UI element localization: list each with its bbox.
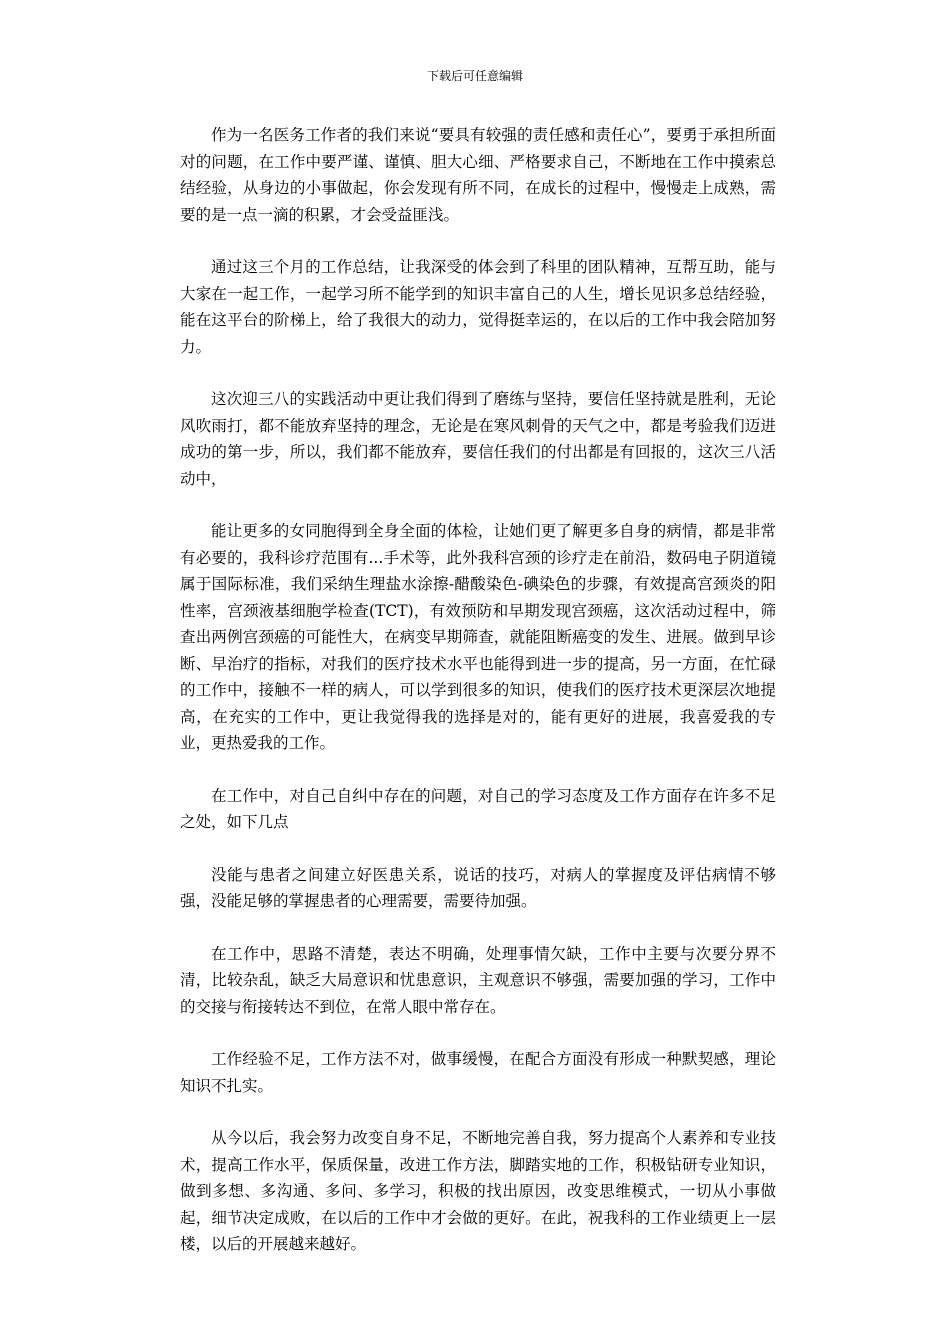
paragraph-6: 没能与患者之间建立好医患关系，说话的技巧，对病人的掌握度及评估病情不够强，没能足够的掌握患者的心理需要，需要待加强。 bbox=[180, 865, 776, 910]
document-body bbox=[180, 122, 776, 1284]
paragraph-1: 作为一名医务工作者的我们来说“要具有较强的责任感和责任心”，要勇于承担所面对的问题，在工作中要严谨、谨慎、胆大心细、严格要求自己，不断地在工作中摸索总结经验，从身边的小事做起，你会发现有所不同，在成长的过程中，慢慢走上成熟，需要的是一点一滴的积累，才会受益匪浅。 bbox=[180, 126, 776, 224]
paragraph-8: 工作经验不足，工作方法不对，做事缓慢，在配合方面没有形成一种默契感，理论知识不扎实。 bbox=[180, 1050, 776, 1095]
paragraph-9: 从今以后，我会努力改变自身不足，不断地完善自我，努力提高个人素养和专业技术，提高工作水平，保质保量，改进工作方法，脚踏实地的工作，积极钻研专业知识，做到多想、多沟通、多问、多学习，积极的找出原因，改变思维模式，一切从小事做起，细节决定成败，在以后的工作中才会做的更好。在此，祝我科的工作业绩更上一层楼，以后的开展越来越好。 bbox=[180, 1129, 776, 1253]
paragraph-4: 能让更多的女同胞得到全身全面的体检，让她们更了解更多自身的病情，都是非常有必要的，我科诊疗范围有...手术等，此外我科宫颈的诊疗走在前沿，数码电子阴道镜属于国际标准，我们采纳生理盐水涂擦-醋酸染色-碘染色的步骤，有效提高宫颈炎的阳性率，宫颈液基细胞学检查(TCT)，有效预防和早期发现宫颈癌，这次活动过程中，筛查出两例宫颈癌的可能性大，在病变早期筛查，就能阻断癌变的发生、进展。做到早诊断、早治疗的指标，对我们的医疗技术水平也能得到进一步的提高，另一方面，在忙碌的工作中，接触不一样的病人，可以学到很多的知识，使我们的医疗技术更深层次地提高，在充实的工作中，更让我觉得我的选择是对的，能有更好的进展，我喜爱我的专业，更热爱我的工作。 bbox=[180, 522, 776, 752]
paragraph-7: 在工作中，思路不清楚，表达不明确，处理事情欠缺，工作中主要与次要分界不清，比较杂乱，缺乏大局意识和忧患意识，主观意识不够强，需要加强的学习，工作中的交接与衔接转达不到位，在常人眼中常存在。 bbox=[180, 944, 776, 1016]
header-note: 下载后可任意编辑 bbox=[426, 69, 523, 83]
paragraph-3: 这次迎三八的实践活动中更让我们得到了磨练与坚持，要信任坚持就是胜利，无论风吹雨打，都不能放弃坚持的理念，无论是在寒风刺骨的天气之中，都是考验我们迈进成功的第一步，所以，我们都不能放弃，要信任我们的付出都是有回报的，这次三八活动中， bbox=[180, 390, 776, 488]
paragraph-5: 在工作中，对自己自纠中存在的问题，对自己的学习态度及工作方面存在许多不足之处，如下几点 bbox=[180, 786, 776, 831]
paragraph-2: 通过这三个月的工作总结，让我深受的体会到了科里的团队精神，互帮互助，能与大家在一起工作，一起学习所不能学到的知识丰富自己的人生，增长见识多总结经验，能在这平台的阶梯上，给了我很大的动力，觉得挺幸运的，在以后的工作中我会陪加努力。 bbox=[180, 258, 776, 356]
